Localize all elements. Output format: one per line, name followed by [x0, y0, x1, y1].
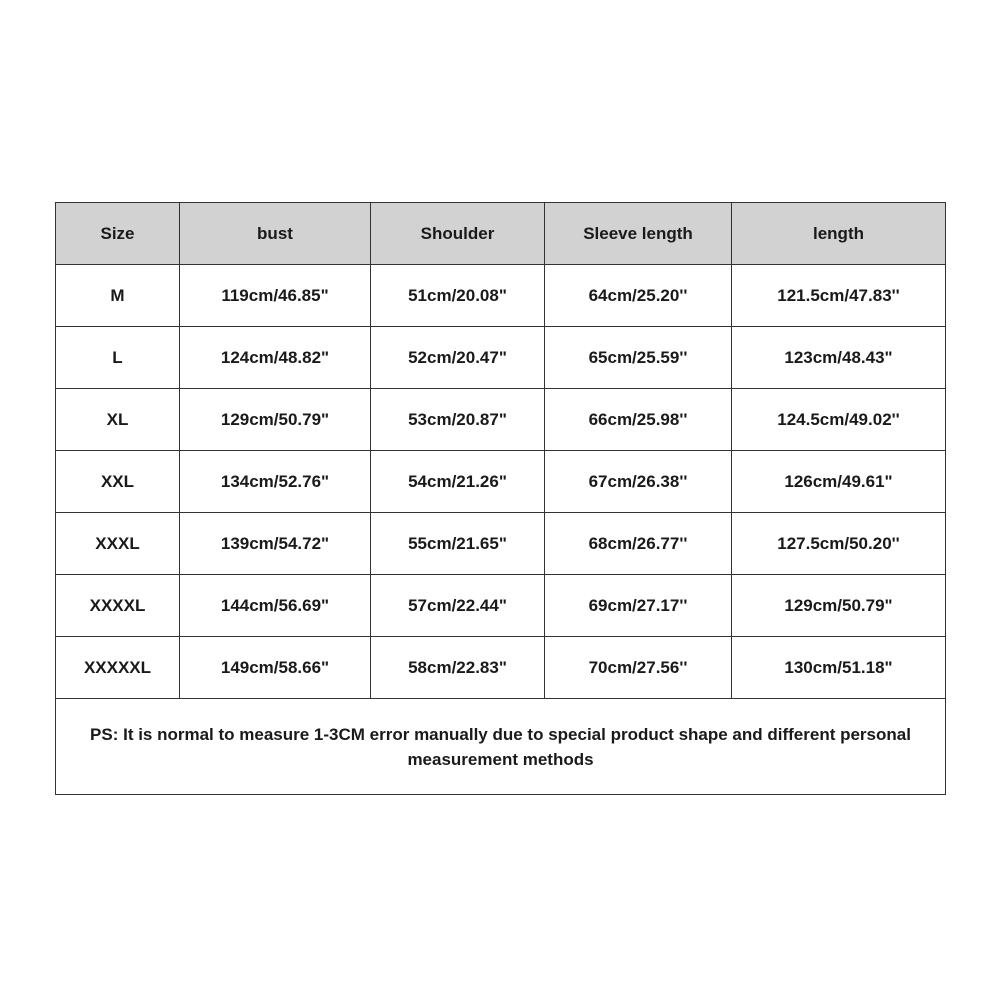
table-row: [56, 575, 946, 637]
bust-cell: 144cm/56.69": [180, 575, 371, 637]
length-cell: 121.5cm/47.83'': [732, 265, 946, 327]
bust-cell: 134cm/52.76": [180, 451, 371, 513]
size-cell: XXXXL: [56, 575, 180, 637]
table-row: [56, 389, 946, 451]
sleeve-length-cell: 67cm/26.38'': [545, 451, 732, 513]
size-cell: XXL: [56, 451, 180, 513]
length-cell: 130cm/51.18": [732, 637, 946, 699]
table-row: [56, 265, 946, 327]
note-row: [56, 699, 946, 795]
shoulder-cell: 54cm/21.26": [371, 451, 545, 513]
header-length: length: [732, 203, 946, 265]
length-cell: 123cm/48.43": [732, 327, 946, 389]
table-row: [56, 327, 946, 389]
shoulder-cell: 55cm/21.65": [371, 513, 545, 575]
measurement-note: PS: It is normal to measure 1-3CM error manually due to special product shape and different personal measurement methods: [56, 699, 946, 795]
shoulder-cell: 52cm/20.47": [371, 327, 545, 389]
shoulder-cell: 51cm/20.08": [371, 265, 545, 327]
size-cell: M: [56, 265, 180, 327]
table-row: [56, 637, 946, 699]
length-cell: 126cm/49.61": [732, 451, 946, 513]
size-cell: XXXL: [56, 513, 180, 575]
header-bust: bust: [180, 203, 371, 265]
size-cell: XL: [56, 389, 180, 451]
sleeve-length-cell: 64cm/25.20'': [545, 265, 732, 327]
bust-cell: 124cm/48.82": [180, 327, 371, 389]
header-row: [56, 203, 946, 265]
sleeve-length-cell: 66cm/25.98'': [545, 389, 732, 451]
bust-cell: 139cm/54.72": [180, 513, 371, 575]
sleeve-length-cell: 69cm/27.17'': [545, 575, 732, 637]
length-cell: 124.5cm/49.02'': [732, 389, 946, 451]
header-size: Size: [56, 203, 180, 265]
bust-cell: 129cm/50.79": [180, 389, 371, 451]
size-cell: L: [56, 327, 180, 389]
size-chart-table: [55, 202, 946, 795]
sleeve-length-cell: 65cm/25.59'': [545, 327, 732, 389]
shoulder-cell: 53cm/20.87": [371, 389, 545, 451]
sleeve-length-cell: 70cm/27.56'': [545, 637, 732, 699]
length-cell: 129cm/50.79": [732, 575, 946, 637]
header-sleeve-length: Sleeve length: [545, 203, 732, 265]
shoulder-cell: 58cm/22.83": [371, 637, 545, 699]
bust-cell: 119cm/46.85": [180, 265, 371, 327]
shoulder-cell: 57cm/22.44": [371, 575, 545, 637]
size-cell: XXXXXL: [56, 637, 180, 699]
length-cell: 127.5cm/50.20'': [732, 513, 946, 575]
table-row: [56, 451, 946, 513]
header-shoulder: Shoulder: [371, 203, 545, 265]
bust-cell: 149cm/58.66": [180, 637, 371, 699]
table-row: [56, 513, 946, 575]
sleeve-length-cell: 68cm/26.77'': [545, 513, 732, 575]
